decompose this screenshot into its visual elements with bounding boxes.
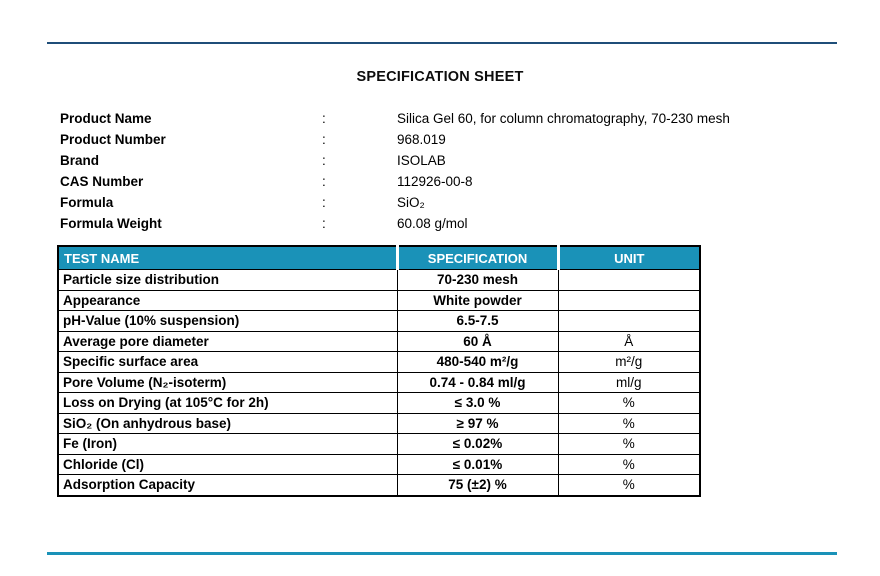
- table-row: [58, 413, 700, 434]
- specification-cell: 60 Å: [397, 331, 558, 352]
- specification-cell: 70-230 mesh: [397, 270, 558, 291]
- unit-cell: [558, 311, 700, 332]
- separator-colon: :: [322, 111, 326, 126]
- product-label: Brand: [60, 153, 100, 168]
- product-value: 112926-00-8: [397, 174, 473, 189]
- table-header-row: [58, 246, 700, 270]
- specification-cell: ≤ 0.01%: [397, 454, 558, 475]
- column-header-unit: UNIT: [558, 246, 700, 270]
- table-row: [58, 290, 700, 311]
- specification-cell: ≥ 97 %: [397, 413, 558, 434]
- table-row: [58, 434, 700, 455]
- page-title: SPECIFICATION SHEET: [356, 69, 524, 85]
- test-name-cell: Fe (Iron): [58, 434, 397, 455]
- separator-colon: :: [322, 174, 326, 189]
- product-label: Product Number: [60, 132, 166, 147]
- table-row: [58, 475, 700, 496]
- separator-colon: :: [322, 195, 326, 210]
- info-row: [0, 129, 880, 150]
- unit-cell: %: [558, 434, 700, 455]
- product-label: Product Name: [60, 111, 152, 126]
- unit-cell: %: [558, 393, 700, 414]
- column-header-test-name: TEST NAME: [58, 246, 397, 270]
- test-name-cell: Specific surface area: [58, 352, 397, 373]
- product-value: 60.08 g/mol: [397, 216, 468, 231]
- unit-cell: [558, 270, 700, 291]
- test-name-cell: Pore Volume (N₂-isoterm): [58, 372, 397, 393]
- table-row: [58, 352, 700, 373]
- test-name-cell: Particle size distribution: [58, 270, 397, 291]
- test-name-cell: Chloride (Cl): [58, 454, 397, 475]
- spec-table: [57, 245, 701, 497]
- separator-colon: :: [322, 132, 326, 147]
- table-row: [58, 393, 700, 414]
- column-header-specification: SPECIFICATION: [397, 246, 558, 270]
- info-row: [0, 213, 880, 234]
- unit-cell: %: [558, 413, 700, 434]
- specification-cell: White powder: [397, 290, 558, 311]
- info-row: [0, 171, 880, 192]
- top-rule: [47, 42, 837, 44]
- table-row: [58, 372, 700, 393]
- unit-cell: %: [558, 454, 700, 475]
- table-row: [58, 454, 700, 475]
- specification-cell: 0.74 - 0.84 ml/g: [397, 372, 558, 393]
- info-row: [0, 108, 880, 129]
- product-label: Formula Weight: [60, 216, 162, 231]
- product-value: Silica Gel 60, for column chromatography, 70-230 mesh: [397, 111, 730, 126]
- product-label: CAS Number: [60, 174, 144, 189]
- test-name-cell: Adsorption Capacity: [58, 475, 397, 496]
- info-row: [0, 150, 880, 171]
- product-value: 968.019: [397, 132, 446, 147]
- unit-cell: m²/g: [558, 352, 700, 373]
- table-row: [58, 270, 700, 291]
- bottom-rule: [47, 552, 837, 555]
- specification-cell: ≤ 3.0 %: [397, 393, 558, 414]
- separator-colon: :: [322, 216, 326, 231]
- product-label: Formula: [60, 195, 114, 210]
- unit-cell: [558, 290, 700, 311]
- unit-cell: %: [558, 475, 700, 496]
- unit-cell: ml/g: [558, 372, 700, 393]
- product-info: [0, 108, 880, 234]
- separator-colon: :: [322, 153, 326, 168]
- test-name-cell: pH-Value (10% suspension): [58, 311, 397, 332]
- unit-cell: Å: [558, 331, 700, 352]
- specification-cell: 75 (±2) %: [397, 475, 558, 496]
- product-value: SiO₂: [397, 195, 425, 210]
- specification-cell: 6.5-7.5: [397, 311, 558, 332]
- test-name-cell: Appearance: [58, 290, 397, 311]
- table-row: [58, 311, 700, 332]
- product-value: ISOLAB: [397, 153, 446, 168]
- specification-cell: ≤ 0.02%: [397, 434, 558, 455]
- table-row: [58, 331, 700, 352]
- specification-cell: 480-540 m²/g: [397, 352, 558, 373]
- info-row: [0, 192, 880, 213]
- test-name-cell: SiO₂ (On anhydrous base): [58, 413, 397, 434]
- test-name-cell: Loss on Drying (at 105°C for 2h): [58, 393, 397, 414]
- test-name-cell: Average pore diameter: [58, 331, 397, 352]
